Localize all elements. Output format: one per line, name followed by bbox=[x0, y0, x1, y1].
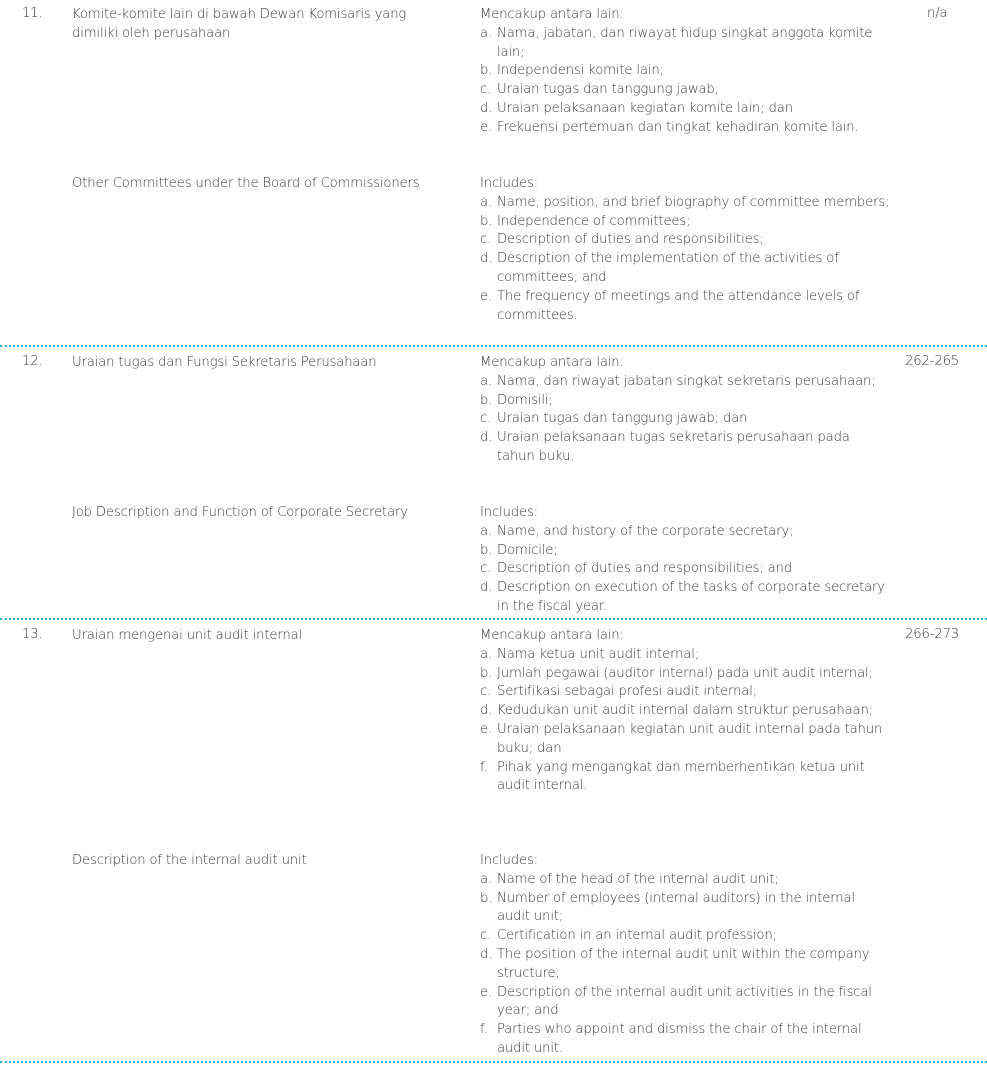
list-item-label: b. bbox=[480, 392, 493, 408]
list-item-text: Domicile; bbox=[497, 542, 558, 558]
list-item-text: The position of the internal audit unit within the company structure; bbox=[497, 946, 870, 981]
description-list bbox=[480, 871, 890, 1059]
list-item-label: b. bbox=[480, 665, 493, 681]
row-separator bbox=[0, 345, 987, 347]
list-item-label: a. bbox=[480, 646, 492, 662]
description-list bbox=[480, 646, 890, 796]
list-item bbox=[480, 288, 890, 326]
list-item-label: a. bbox=[480, 373, 492, 389]
list-item-label: b. bbox=[480, 542, 493, 558]
list-item-text: Parties who appoint and dismiss the chair of the internal audit unit. bbox=[497, 1022, 862, 1056]
list-item-text: Description of the implementation of the activities of committees; and bbox=[497, 251, 839, 285]
criteria-description-en bbox=[480, 175, 890, 325]
description-list bbox=[480, 523, 890, 617]
list-item bbox=[480, 373, 890, 392]
list-item-label: e. bbox=[480, 984, 493, 1000]
list-item bbox=[480, 119, 890, 138]
list-item bbox=[480, 542, 890, 561]
criteria-title-en: Job Description and Function of Corporate Secretary bbox=[72, 505, 408, 520]
list-item bbox=[480, 250, 890, 288]
row-separator bbox=[0, 618, 987, 620]
list-item-text: Description of the internal audit unit activities in the fiscal year; and bbox=[497, 984, 872, 1019]
criteria-description-id bbox=[480, 627, 890, 796]
list-item-label: d. bbox=[480, 946, 493, 962]
list-item-label: f. bbox=[480, 1022, 488, 1038]
list-item-text: The frequency of meetings and the attendance levels of committees. bbox=[497, 288, 860, 323]
list-item bbox=[480, 194, 890, 213]
list-item-text: Name, position, and brief biography of committee members; bbox=[497, 194, 890, 210]
list-item-label: b. bbox=[480, 213, 493, 229]
list-item-text: Pihak yang mengangkat dan memberhentikan ketua unit audit internal. bbox=[497, 759, 865, 794]
description-heading: Mencakup antara lain: bbox=[480, 355, 624, 370]
list-item-text: Uraian pelaksanaan kegiatan unit audit internal pada tahun buku; dan bbox=[497, 721, 883, 756]
list-item-text: Nama, jabatan, dan riwayat hidup singkat anggota komite lain; bbox=[497, 25, 873, 60]
criteria-description-en bbox=[480, 852, 890, 1059]
list-item bbox=[480, 523, 890, 542]
criteria-description-id bbox=[480, 354, 890, 467]
list-item bbox=[480, 100, 890, 119]
list-item bbox=[480, 702, 890, 721]
list-item-text: Kedudukan unit audit internal dalam struktur perusahaan; bbox=[497, 703, 873, 719]
criteria-description-en bbox=[480, 504, 890, 617]
list-item-text: Uraian tugas dan tanggung jawab; dan bbox=[497, 411, 748, 427]
list-item-label: b. bbox=[480, 890, 493, 906]
list-item-label: f. bbox=[480, 759, 488, 775]
list-item bbox=[480, 25, 890, 63]
list-item-text: Uraian pelaksanaan tugas sekretaris perusahaan pada tahun buku. bbox=[497, 430, 850, 464]
list-item bbox=[480, 429, 890, 467]
list-item bbox=[480, 927, 890, 946]
list-item bbox=[480, 410, 890, 429]
list-item-label: e. bbox=[480, 288, 493, 304]
description-heading: Includes: bbox=[480, 505, 538, 520]
list-item-text: Description of duties and responsibilities; bbox=[497, 232, 764, 248]
list-item-label: c. bbox=[480, 232, 492, 248]
description-heading: Mencakup antara lain: bbox=[480, 7, 624, 22]
list-item bbox=[480, 665, 890, 684]
list-item-label: b. bbox=[480, 63, 493, 79]
page-reference: n/a bbox=[927, 6, 948, 21]
row-number: 13. bbox=[22, 627, 43, 642]
list-item-label: d. bbox=[480, 703, 493, 719]
list-item-text: Name, and history of the corporate secretary; bbox=[497, 523, 794, 539]
list-item-text: Uraian pelaksanaan kegiatan komite lain; dan bbox=[497, 100, 793, 116]
list-item bbox=[480, 392, 890, 411]
list-item-label: a. bbox=[480, 871, 492, 887]
list-item-label: d. bbox=[480, 251, 493, 267]
list-item-text: Certification in an internal audit profession; bbox=[497, 928, 777, 944]
list-item-label: a. bbox=[480, 25, 492, 41]
list-item-text: Uraian tugas dan tanggung jawab; bbox=[497, 82, 719, 98]
list-item-label: a. bbox=[480, 523, 492, 539]
list-item bbox=[480, 683, 890, 702]
description-heading: Includes: bbox=[480, 853, 538, 868]
list-item-label: d. bbox=[480, 580, 493, 596]
list-item-label: c. bbox=[480, 82, 492, 98]
row-number: 12. bbox=[22, 354, 43, 369]
criteria-title-en: Other Committees under the Board of Commissioners bbox=[72, 176, 420, 191]
list-item bbox=[480, 759, 890, 797]
list-item bbox=[480, 890, 890, 928]
list-item-text: Name of the head of the internal audit unit; bbox=[497, 871, 779, 887]
list-item-label: e. bbox=[480, 119, 493, 135]
list-item-text: Sertifikasi sebagai profesi audit internal; bbox=[497, 684, 758, 700]
criteria-description-id bbox=[480, 6, 890, 138]
list-item bbox=[480, 81, 890, 100]
row-separator bbox=[0, 1061, 987, 1063]
list-item-label: a. bbox=[480, 194, 492, 210]
list-item-text: Frekuensi pertemuan dan tingkat kehadiran komite lain. bbox=[497, 119, 859, 135]
list-item bbox=[480, 560, 890, 579]
criteria-title-id: Uraian tugas dan Fungsi Sekretaris Perusahaan bbox=[72, 355, 377, 370]
list-item bbox=[480, 721, 890, 759]
list-item-text: Number of employees (internal auditors) in the internal audit unit; bbox=[497, 890, 855, 925]
list-item-label: c. bbox=[480, 561, 492, 577]
list-item bbox=[480, 646, 890, 665]
list-item-label: e. bbox=[480, 721, 493, 737]
criteria-title-id: Komite-komite lain di bawah Dewan Komisaris yang dimiliki oleh perusahaan bbox=[72, 7, 407, 41]
criteria-title-en: Description of the internal audit unit bbox=[72, 853, 307, 868]
description-heading: Mencakup antara lain: bbox=[480, 628, 624, 643]
description-list bbox=[480, 373, 890, 467]
list-item-label: c. bbox=[480, 928, 492, 944]
list-item-text: Description of duties and responsibilities; and bbox=[497, 561, 792, 577]
list-item bbox=[480, 984, 890, 1022]
page-reference: 266-273 bbox=[905, 627, 960, 642]
list-item bbox=[480, 946, 890, 984]
description-heading: Includes: bbox=[480, 176, 538, 191]
list-item bbox=[480, 62, 890, 81]
list-item-text: Nama ketua unit audit internal; bbox=[497, 646, 700, 662]
list-item-text: Jumlah pegawai (auditor internal) pada unit audit internal; bbox=[497, 665, 873, 681]
list-item-text: Nama, dan riwayat jabatan singkat sekretaris perusahaan; bbox=[497, 373, 876, 389]
criteria-title-id: Uraian mengenai unit audit internal bbox=[72, 628, 303, 643]
list-item-text: Independensi komite lain; bbox=[497, 63, 664, 79]
list-item bbox=[480, 871, 890, 890]
list-item-text: Description on execution of the tasks of corporate secretary in the fiscal year. bbox=[497, 580, 885, 614]
description-list bbox=[480, 194, 890, 326]
description-list bbox=[480, 25, 890, 138]
list-item bbox=[480, 231, 890, 250]
list-item-label: d. bbox=[480, 100, 493, 116]
list-item-text: Domisili; bbox=[497, 392, 553, 408]
list-item bbox=[480, 213, 890, 232]
row-number: 11. bbox=[22, 6, 43, 21]
page-reference: 262-265 bbox=[905, 354, 960, 369]
list-item-text: Independence of committees; bbox=[497, 213, 691, 229]
list-item bbox=[480, 579, 890, 617]
list-item-label: c. bbox=[480, 411, 492, 427]
list-item-label: c. bbox=[480, 684, 492, 700]
list-item-label: d. bbox=[480, 430, 493, 446]
list-item bbox=[480, 1021, 890, 1059]
